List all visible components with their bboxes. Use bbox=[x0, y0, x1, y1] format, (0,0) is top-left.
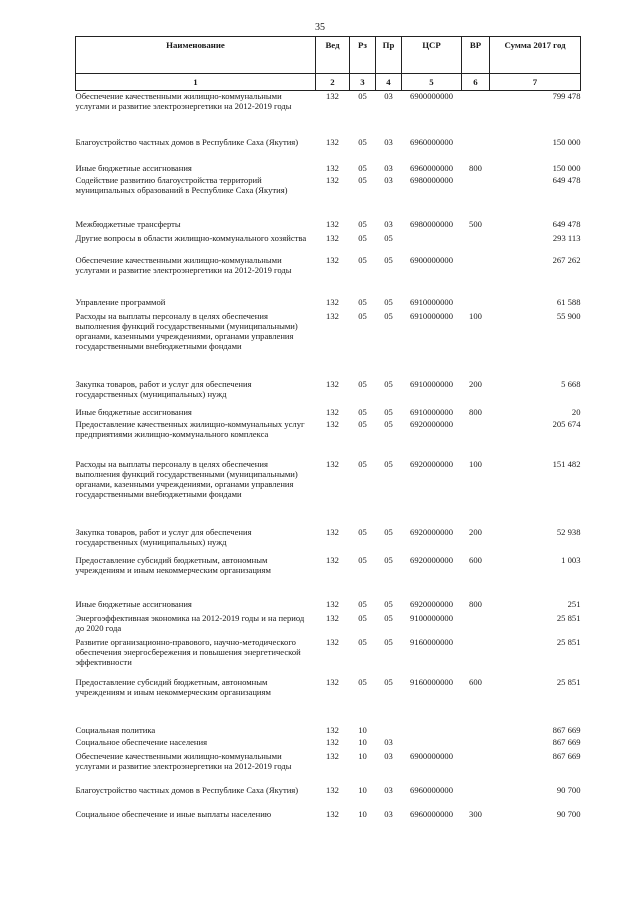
column-index: 5 bbox=[402, 74, 462, 91]
row-pr: 03 bbox=[384, 218, 393, 229]
row-vr bbox=[462, 613, 490, 637]
row-vr bbox=[462, 751, 490, 785]
table-row bbox=[76, 785, 581, 809]
row-pr: 05 bbox=[384, 612, 393, 623]
row-name: Иные бюджетные ассигнования bbox=[75, 406, 192, 417]
row-ved: 132 bbox=[326, 636, 339, 647]
row-sum: 25 851 bbox=[556, 636, 581, 647]
row-pr: 05 bbox=[384, 296, 393, 307]
row-ved: 132 bbox=[326, 254, 339, 265]
row-sum: 867 669 bbox=[552, 750, 581, 761]
row-sum: 52 938 bbox=[556, 526, 581, 537]
row-vr: 800 bbox=[469, 598, 482, 609]
row-sum: 867 669 bbox=[552, 724, 581, 735]
row-name: Предоставление качественных жилищно-коммунальных услуг предприятиями жилищно-коммунального комплекса bbox=[75, 418, 305, 439]
row-vr bbox=[462, 175, 490, 219]
row-rz: 05 bbox=[358, 296, 367, 307]
row-csr: 6920000000 bbox=[410, 598, 453, 609]
row-rz: 05 bbox=[358, 232, 367, 243]
table-row bbox=[76, 725, 581, 737]
table-row bbox=[76, 163, 581, 175]
row-vr: 600 bbox=[469, 676, 482, 687]
column-index: 2 bbox=[316, 74, 350, 91]
row-ved: 132 bbox=[326, 406, 339, 417]
row-sum: 867 669 bbox=[552, 736, 581, 747]
row-rz: 05 bbox=[358, 254, 367, 265]
header-sum: Сумма 2017 год bbox=[490, 37, 581, 74]
row-rz: 10 bbox=[358, 750, 367, 761]
table-row bbox=[76, 219, 581, 233]
row-sum: 25 851 bbox=[556, 612, 581, 623]
table-row bbox=[76, 527, 581, 555]
row-ved: 132 bbox=[326, 310, 339, 321]
row-rz: 05 bbox=[358, 526, 367, 537]
row-csr: 6960000000 bbox=[410, 162, 453, 173]
row-csr: 6900000000 bbox=[410, 254, 453, 265]
row-ved: 132 bbox=[326, 232, 339, 243]
table-row bbox=[76, 137, 581, 163]
row-pr: 03 bbox=[384, 162, 393, 173]
row-sum: 649 478 bbox=[552, 218, 581, 229]
row-sum: 20 bbox=[571, 406, 581, 417]
row-rz: 05 bbox=[358, 136, 367, 147]
row-name: Обеспечение качественными жилищно-коммунальными услугами и развитие электроэнергетики на 2012-2019 годы bbox=[75, 254, 292, 275]
row-sum: 151 482 bbox=[552, 458, 581, 469]
row-ved: 132 bbox=[326, 296, 339, 307]
row-vr: 600 bbox=[469, 554, 482, 565]
row-ved: 132 bbox=[326, 784, 339, 795]
row-csr: 9160000000 bbox=[410, 676, 453, 687]
row-sum: 293 113 bbox=[552, 232, 581, 243]
table-row bbox=[76, 419, 581, 459]
row-ved: 132 bbox=[326, 136, 339, 147]
row-pr: 03 bbox=[384, 736, 393, 747]
row-sum: 267 262 bbox=[552, 254, 581, 265]
row-csr: 6980000000 bbox=[410, 218, 453, 229]
table-row bbox=[76, 459, 581, 527]
row-vr bbox=[462, 233, 490, 255]
row-sum: 649 478 bbox=[552, 174, 581, 185]
row-csr: 6920000000 bbox=[410, 458, 453, 469]
row-sum: 61 588 bbox=[556, 296, 581, 307]
row-ved: 132 bbox=[326, 418, 339, 429]
row-name: Закупка товаров, работ и услуг для обеспечения государственных (муниципальных) нужд bbox=[75, 526, 252, 547]
row-ved: 132 bbox=[326, 554, 339, 565]
row-name: Благоустройство частных домов в Республике Саха (Якутия) bbox=[75, 136, 299, 147]
table-row bbox=[76, 407, 581, 419]
row-sum: 90 700 bbox=[556, 808, 581, 819]
row-sum: 90 700 bbox=[556, 784, 581, 795]
budget-table bbox=[75, 36, 581, 823]
row-name: Социальная политика bbox=[75, 724, 156, 735]
row-ved: 132 bbox=[326, 736, 339, 747]
row-rz: 10 bbox=[358, 736, 367, 747]
row-csr: 6910000000 bbox=[410, 296, 453, 307]
row-csr: 6900000000 bbox=[410, 750, 453, 761]
row-name: Иные бюджетные ассигнования bbox=[75, 598, 192, 609]
row-name: Расходы на выплаты персоналу в целях обеспечения выполнения функций государственными (муниципальными) органами, казенными учреждениями, органами управления государственными внебюджетными фондами bbox=[75, 310, 298, 351]
table-row bbox=[76, 311, 581, 379]
row-pr: 03 bbox=[384, 784, 393, 795]
table-row bbox=[76, 751, 581, 785]
row-csr: 6910000000 bbox=[410, 378, 453, 389]
table-row bbox=[76, 175, 581, 219]
row-vr: 100 bbox=[469, 310, 482, 321]
row-ved: 132 bbox=[326, 676, 339, 687]
row-pr: 05 bbox=[384, 526, 393, 537]
table-row bbox=[76, 737, 581, 751]
row-sum: 55 900 bbox=[556, 310, 581, 321]
column-index: 4 bbox=[376, 74, 402, 91]
table-row bbox=[76, 809, 581, 823]
column-index-row bbox=[76, 74, 581, 91]
header-name: Наименование bbox=[76, 37, 316, 74]
row-name: Социальное обеспечение населения bbox=[75, 736, 208, 747]
row-name: Социальное обеспечение и иные выплаты населению bbox=[75, 808, 272, 819]
row-ved: 132 bbox=[326, 808, 339, 819]
row-rz: 10 bbox=[358, 784, 367, 795]
row-rz: 05 bbox=[358, 218, 367, 229]
row-csr bbox=[402, 233, 462, 255]
row-sum: 5 668 bbox=[561, 378, 581, 389]
table-row bbox=[76, 297, 581, 311]
row-csr: 6900000000 bbox=[410, 91, 453, 101]
row-csr: 9100000000 bbox=[410, 612, 453, 623]
row-name: Расходы на выплаты персоналу в целях обеспечения выполнения функций государственными (муниципальными) органами, казенными учреждениями, органами управления государственными внебюджетными фондами bbox=[75, 458, 298, 499]
row-pr: 05 bbox=[384, 254, 393, 265]
row-vr: 500 bbox=[469, 218, 482, 229]
row-pr: 05 bbox=[384, 378, 393, 389]
header-ved: Вед bbox=[316, 37, 350, 74]
row-pr: 03 bbox=[384, 750, 393, 761]
header-pr: Пр bbox=[376, 37, 402, 74]
row-rz: 05 bbox=[358, 676, 367, 687]
row-csr: 6960000000 bbox=[410, 136, 453, 147]
row-ved: 132 bbox=[326, 750, 339, 761]
row-csr bbox=[402, 737, 462, 751]
row-name: Энергоэффективная экономика на 2012-2019 годы и на период до 2020 года bbox=[75, 612, 305, 633]
row-pr: 03 bbox=[384, 174, 393, 185]
row-rz: 05 bbox=[358, 162, 367, 173]
row-ved: 132 bbox=[326, 526, 339, 537]
row-rz: 05 bbox=[358, 612, 367, 623]
row-pr: 05 bbox=[384, 598, 393, 609]
row-ved: 132 bbox=[326, 724, 339, 735]
row-name: Обеспечение качественными жилищно-коммунальными услугами и развитие электроэнергетики на 2012-2019 годы bbox=[75, 91, 292, 111]
row-name: Обеспечение качественными жилищно-коммунальными услугами и развитие электроэнергетики на 2012-2019 годы bbox=[75, 750, 292, 771]
row-pr: 05 bbox=[384, 406, 393, 417]
row-ved: 132 bbox=[326, 218, 339, 229]
row-pr: 05 bbox=[384, 636, 393, 647]
row-pr: 05 bbox=[384, 458, 393, 469]
row-vr bbox=[462, 785, 490, 809]
row-pr: 03 bbox=[384, 808, 393, 819]
row-rz: 05 bbox=[358, 458, 367, 469]
row-name: Закупка товаров, работ и услуг для обеспечения государственных (муниципальных) нужд bbox=[75, 378, 252, 399]
table-row bbox=[76, 91, 581, 137]
row-name: Предоставление субсидий бюджетным, автономным учреждениям и иным некоммерческим организациям bbox=[75, 676, 271, 697]
row-ved: 132 bbox=[326, 91, 339, 101]
column-index: 6 bbox=[462, 74, 490, 91]
row-csr: 6920000000 bbox=[410, 418, 453, 429]
row-name: Благоустройство частных домов в Республике Саха (Якутия) bbox=[75, 784, 299, 795]
table-row bbox=[76, 637, 581, 677]
row-name: Другие вопросы в области жилищно-коммунального хозяйства bbox=[75, 232, 307, 243]
row-ved: 132 bbox=[326, 162, 339, 173]
row-vr bbox=[462, 91, 490, 137]
column-index: 1 bbox=[76, 74, 316, 91]
row-rz: 05 bbox=[358, 310, 367, 321]
column-index: 7 bbox=[490, 74, 581, 91]
row-rz: 05 bbox=[358, 418, 367, 429]
row-sum: 25 851 bbox=[556, 676, 581, 687]
row-vr bbox=[462, 419, 490, 459]
row-pr: 05 bbox=[384, 676, 393, 687]
row-csr: 6910000000 bbox=[410, 406, 453, 417]
row-name: Предоставление субсидий бюджетным, автономным учреждениям и иным некоммерческим организациям bbox=[75, 554, 271, 575]
table-body bbox=[76, 91, 581, 823]
row-vr bbox=[462, 725, 490, 737]
row-csr: 9160000000 bbox=[410, 636, 453, 647]
row-ved: 132 bbox=[326, 598, 339, 609]
row-vr bbox=[462, 255, 490, 297]
table-row bbox=[76, 379, 581, 407]
header-csr: ЦСР bbox=[402, 37, 462, 74]
row-pr: 05 bbox=[384, 310, 393, 321]
row-name: Межбюджетные трансферты bbox=[75, 218, 181, 229]
page-number: 35 bbox=[315, 22, 325, 33]
row-vr: 200 bbox=[469, 378, 482, 389]
row-ved: 132 bbox=[326, 174, 339, 185]
row-vr bbox=[462, 297, 490, 311]
row-pr: 03 bbox=[384, 91, 393, 101]
row-vr bbox=[462, 637, 490, 677]
row-csr: 6960000000 bbox=[410, 808, 453, 819]
header-rz: Рз bbox=[350, 37, 376, 74]
row-csr: 6980000000 bbox=[410, 174, 453, 185]
row-rz: 05 bbox=[358, 91, 367, 101]
row-vr bbox=[462, 137, 490, 163]
row-csr: 6920000000 bbox=[410, 526, 453, 537]
row-rz: 05 bbox=[358, 636, 367, 647]
row-ved: 132 bbox=[326, 612, 339, 623]
row-vr bbox=[462, 737, 490, 751]
row-sum: 1 003 bbox=[561, 554, 581, 565]
row-ved: 132 bbox=[326, 378, 339, 389]
row-sum: 205 674 bbox=[552, 418, 581, 429]
row-rz: 05 bbox=[358, 174, 367, 185]
row-rz: 05 bbox=[358, 598, 367, 609]
row-csr: 6910000000 bbox=[410, 310, 453, 321]
row-rz: 05 bbox=[358, 378, 367, 389]
table-row bbox=[76, 555, 581, 599]
column-index: 3 bbox=[350, 74, 376, 91]
row-csr: 6920000000 bbox=[410, 554, 453, 565]
row-sum: 799 478 bbox=[552, 91, 581, 101]
row-vr: 100 bbox=[469, 458, 482, 469]
row-name: Содействие развитию благоустройства территорий муниципальных образований в Республике Саха (Якутия) bbox=[75, 174, 288, 195]
table-row bbox=[76, 233, 581, 255]
row-sum: 150 000 bbox=[552, 162, 581, 173]
row-pr: 05 bbox=[384, 232, 393, 243]
row-rz: 05 bbox=[358, 406, 367, 417]
header-vr: ВР bbox=[462, 37, 490, 74]
row-rz: 10 bbox=[358, 808, 367, 819]
row-pr: 05 bbox=[384, 554, 393, 565]
row-csr bbox=[402, 725, 462, 737]
header-row bbox=[76, 37, 581, 74]
row-rz: 05 bbox=[358, 554, 367, 565]
row-ved: 132 bbox=[326, 458, 339, 469]
row-name: Развитие организационно-правового, научно-методического обеспечения энергосбережения и повышения энергетической эффективности bbox=[75, 636, 301, 667]
table-row bbox=[76, 613, 581, 637]
table-row bbox=[76, 677, 581, 725]
row-vr: 200 bbox=[469, 526, 482, 537]
row-csr: 6960000000 bbox=[410, 784, 453, 795]
table-row bbox=[76, 255, 581, 297]
row-vr: 800 bbox=[469, 162, 482, 173]
row-rz: 10 bbox=[358, 724, 367, 735]
row-pr: 03 bbox=[384, 136, 393, 147]
row-sum: 150 000 bbox=[552, 136, 581, 147]
row-pr bbox=[376, 725, 402, 737]
row-sum: 251 bbox=[567, 598, 581, 609]
row-name: Управление программой bbox=[75, 296, 166, 307]
row-name: Иные бюджетные ассигнования bbox=[75, 162, 192, 173]
row-pr: 05 bbox=[384, 418, 393, 429]
row-vr: 800 bbox=[469, 406, 482, 417]
table-row bbox=[76, 599, 581, 613]
row-vr: 300 bbox=[469, 808, 482, 819]
